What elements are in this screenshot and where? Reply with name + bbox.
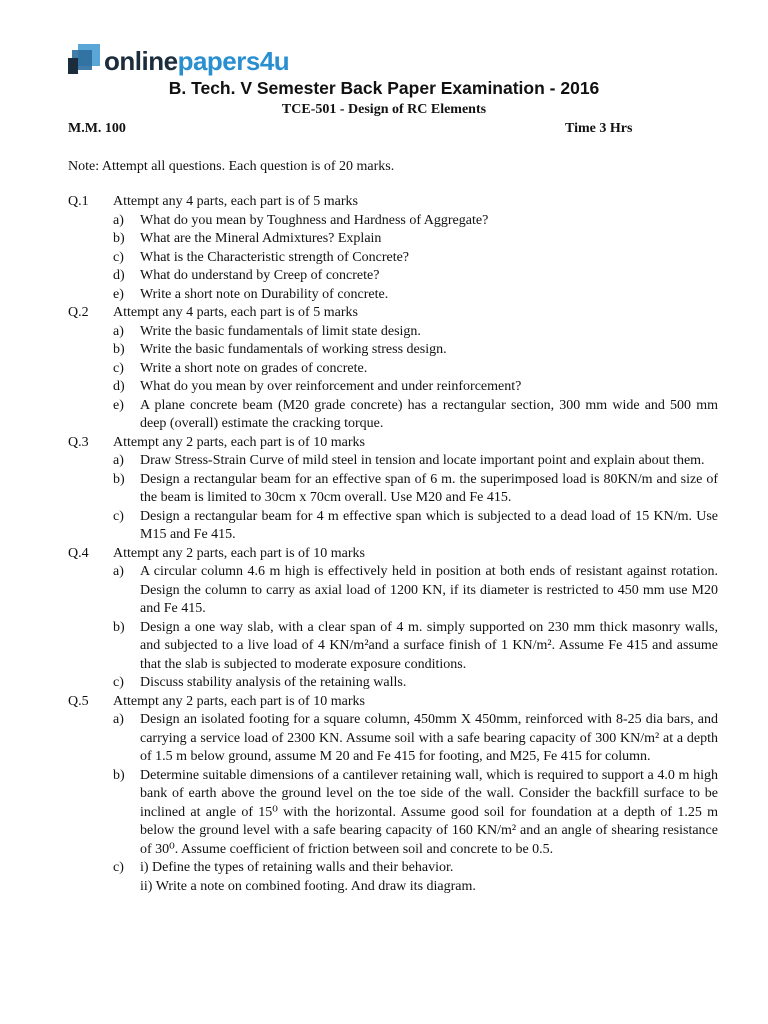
question-part (113, 267, 718, 286)
course-subtitle: TCE-501 - Design of RC Elements (281, 102, 487, 117)
part-label: c) (113, 508, 124, 524)
part-text: Discuss stability analysis of the retaining walls. (140, 675, 407, 690)
part-label: b) (113, 767, 125, 783)
part-text: What is the Characteristic strength of Concrete? (140, 249, 410, 265)
question-part (113, 249, 718, 268)
logo-mark-icon (68, 44, 102, 74)
question-part (113, 711, 718, 767)
max-marks: M.M. 100 (68, 121, 126, 136)
question-number: Q.1 (68, 194, 89, 209)
part-label: d) (113, 379, 125, 394)
question-number: Q.2 (68, 305, 89, 320)
question-number: Q.4 (68, 545, 89, 561)
part-text: Design an isolated footing for a square column, 450mm X 450mm, reinforced with 8-25 dia bars, and carrying a service load of 2300 KN. Assume soil with a safe bearing capacity of 300 KN/m² at a depth of 1.5 m below ground, assume M 20 and Fe 415 for footing, and M25, Fe 415 for column. (140, 712, 718, 764)
question-parts (0, 563, 768, 693)
part-label: b) (113, 619, 125, 635)
question-part (113, 508, 718, 545)
part-label: b) (113, 231, 125, 246)
part-text: What do you mean by Toughness and Hardness of Aggregate? (140, 212, 489, 228)
question-number: Q.5 (68, 693, 89, 709)
question-instruction: Attempt any 2 parts, each part is of 10 marks (113, 545, 365, 561)
question-part (113, 341, 718, 360)
part-text: Write the basic fundamentals of limit state design. (140, 323, 421, 339)
question-block (0, 434, 768, 545)
part-label: a) (113, 212, 124, 228)
part-text: Determine suitable dimensions of a cantilever retaining wall, which is required to support a 4.0 m high bank of earth above the ground level on the toe side of the wall. Consider the backfill surface to be inclined at angle of 15⁰ with the horizontal. Assume good soil for foundation at a depth of 1.25 m below the ground level with a safe bearing capacity of 160 KN/m² and an angle of shearing resistance of 30⁰. Assume coefficient of friction between soil and concrete to be 0.5. (140, 767, 718, 857)
part-text: A plane concrete beam (M20 grade concrete) has a rectangular section, 300 mm wide and 500 mm deep (overall) estimate the cracking torque. (140, 397, 718, 431)
question-parts (0, 323, 768, 434)
part-text: Design a rectangular beam for 4 m effective span which is subjected to a dead load of 15 KN/m. Use M15 and Fe 415. (140, 508, 718, 542)
question-instruction: Attempt any 4 parts, each part is of 5 marks (113, 305, 358, 320)
question-parts (0, 212, 768, 305)
question-part (113, 230, 718, 249)
part-text: Write a short note on grades of concrete. (140, 360, 368, 376)
question-block (0, 693, 768, 897)
time-allowed: Time 3 Hrs (565, 121, 633, 136)
exam-note: Note: Attempt all questions. Each question is of 20 marks. (68, 159, 395, 174)
part-label: e) (113, 286, 124, 302)
question-instruction: Attempt any 4 parts, each part is of 5 marks (113, 194, 358, 209)
question-block (0, 304, 768, 434)
questions-list (0, 193, 768, 896)
question-header (0, 434, 768, 453)
part-label: a) (113, 453, 124, 468)
question-part (113, 397, 718, 434)
question-part (113, 471, 718, 508)
question-header (0, 545, 768, 564)
part-text: Draw Stress-Strain Curve of mild steel in tension and locate important point and explain about them. (140, 453, 705, 468)
question-part (113, 323, 718, 342)
part-label: b) (113, 471, 125, 487)
question-header (0, 304, 768, 323)
part-label: e) (113, 397, 124, 413)
logo-text (104, 48, 289, 74)
site-logo[interactable] (68, 44, 289, 74)
part-text: Write a short note on Durability of concrete. (140, 286, 389, 302)
question-number: Q.3 (68, 434, 89, 450)
part-label: a) (113, 323, 124, 339)
part-text: What do you mean by over reinforcement and under reinforcement? (140, 379, 522, 394)
part-text: i) Define the types of retaining walls and their behavior. ii) Write a note on combined footing. And draw its diagram. (140, 860, 476, 894)
question-part (113, 674, 718, 693)
question-part (113, 563, 718, 619)
question-part (113, 619, 718, 675)
part-label: d) (113, 268, 125, 283)
question-header (0, 693, 768, 712)
part-label: c) (113, 675, 124, 690)
logo-text-accent: papers4u (177, 46, 290, 76)
part-label: c) (113, 360, 124, 376)
part-text: Write the basic fundamentals of working stress design. (140, 342, 447, 357)
question-block (0, 193, 768, 304)
question-instruction: Attempt any 2 parts, each part is of 10 marks (113, 434, 365, 450)
question-part (113, 767, 718, 860)
part-text: A circular column 4.6 m high is effectively held in position at both ends of resistant against rotation. Design the column to carry as axial load of 1200 KN, if its diameter is restricted to 450 mm use M20 and Fe 415. (140, 564, 718, 616)
part-label: c) (113, 249, 124, 265)
part-text: What are the Mineral Admixtures? Explain (140, 231, 382, 246)
question-part (113, 360, 718, 379)
question-part (113, 212, 718, 231)
part-label: c) (113, 860, 124, 875)
question-part (113, 859, 718, 896)
part-label: a) (113, 564, 124, 579)
part-text: Design a one way slab, with a clear span of 4 m. simply supported on 230 mm thick masonry walls, and subjected to a live load of 4 KN/m²and a surface finish of 1 KN/m². Assume Fe 415 and assume that the slab is subjected to moderate exposure conditions. (140, 619, 718, 672)
question-instruction: Attempt any 2 parts, each part is of 10 marks (113, 693, 365, 709)
part-text: Design a rectangular beam for an effective span of 6 m. the superimposed load is 80KN/m and size of the beam is limited to 30cm x 70cm overall. Use M20 and Fe 415. (140, 471, 718, 505)
question-header (0, 193, 768, 212)
question-part (113, 452, 718, 471)
question-parts (0, 711, 768, 896)
question-part (113, 378, 718, 397)
question-part (113, 286, 718, 305)
question-parts (0, 452, 768, 545)
logo-text-main: online (104, 46, 178, 76)
part-label: a) (113, 712, 124, 727)
question-block (0, 545, 768, 693)
exam-title: B. Tech. V Semester Back Paper Examination - 2016 (168, 78, 600, 98)
part-text: What do understand by Creep of concrete? (140, 268, 380, 283)
part-label: b) (113, 342, 125, 357)
